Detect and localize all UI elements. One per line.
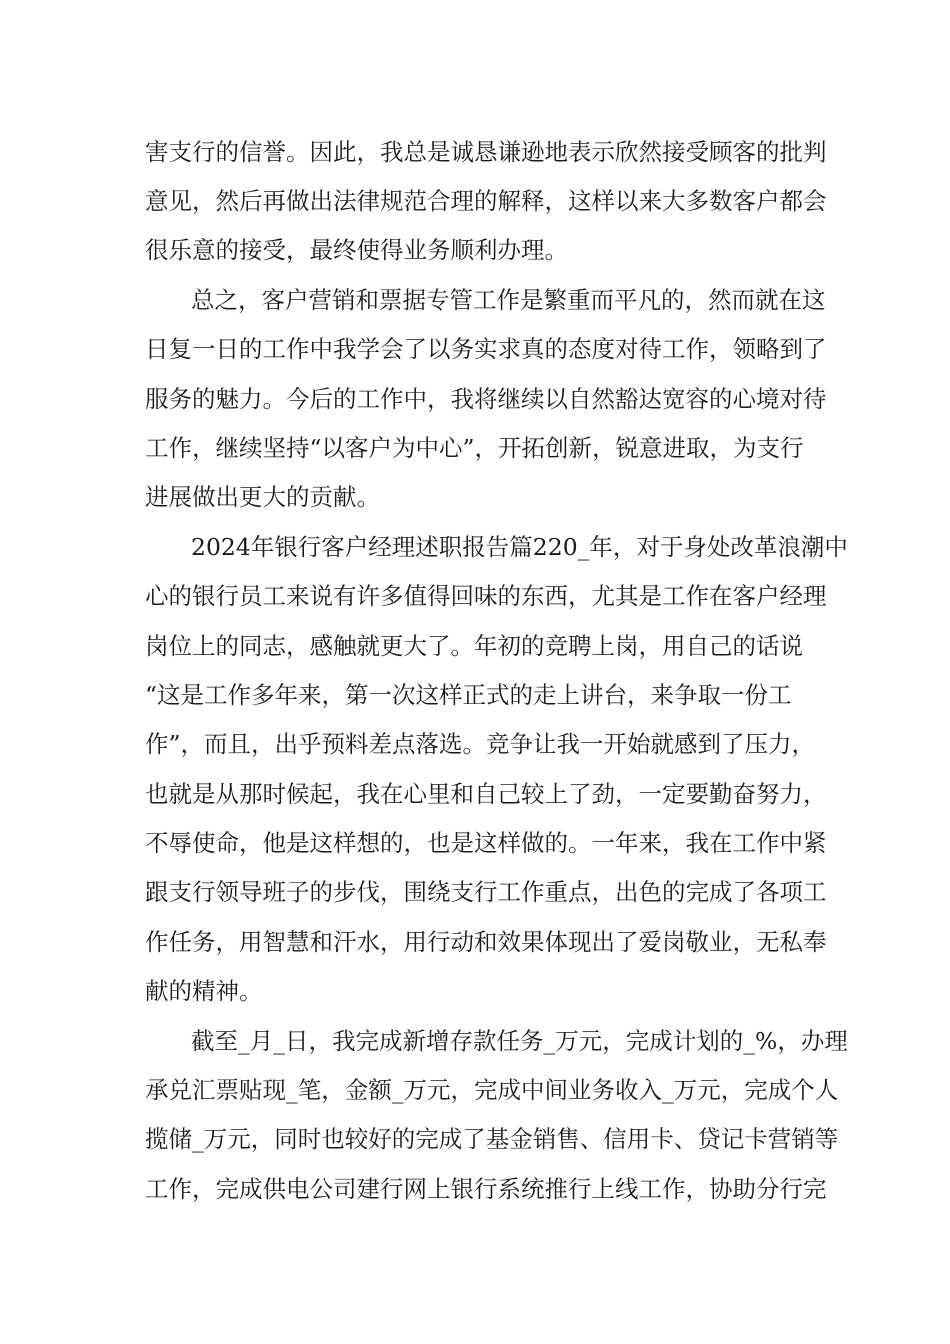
text-line-1: 害支行的信誉。因此，我总是诚恳谦逊地表示欣然接受顾客的批判 xyxy=(145,138,827,166)
text-line-15: 不辱使命，他是这样想的，也是这样做的。一年来，我在工作中紧 xyxy=(145,829,827,857)
text-line-19: 截至_月_日，我完成新增存款任务_万元，完成计划的_%，办理 xyxy=(191,1027,848,1055)
text-line-20: 承兑汇票贴现_笔，金额_万元，完成中间业务收入_万元，完成个人 xyxy=(145,1076,839,1104)
text-line-4: 总之，客户营销和票据专管工作是繁重而平凡的，然而就在这 xyxy=(191,286,826,314)
text-line-7: 工作，继续坚持“以客户为中心”，开拓创新，锐意进取，为支行 xyxy=(145,434,804,462)
text-line-12: “这是工作多年来，第一次这样正式的走上讲台，来争取一份工 xyxy=(145,681,792,709)
text-line-17: 作任务，用智慧和汗水，用行动和效果体现出了爱岗敬业，无私奉 xyxy=(145,928,827,956)
text-line-16: 跟支行领导班子的步伐，围绕支行工作重点，出色的完成了各项工 xyxy=(145,878,827,906)
text-line-21: 揽储_万元，同时也较好的完成了基金销售、信用卡、贷记卡营销等 xyxy=(145,1125,839,1153)
text-line-9: 2024年银行客户经理述职报告篇220_年，对于身处改革浪潮中 xyxy=(191,533,848,561)
text-line-18: 献的精神。 xyxy=(145,977,263,1005)
text-line-8: 进展做出更大的贡献。 xyxy=(145,483,380,511)
text-line-22: 工作，完成供电公司建行网上银行系统推行上线工作，协助分行完 xyxy=(145,1175,827,1203)
text-line-13: 作”，而且，出乎预料差点落选。竞争让我一开始就感到了压力， xyxy=(145,730,816,758)
text-line-14: 也就是从那时候起，我在心里和自己较上了劲，一定要勤奋努力， xyxy=(145,780,827,808)
text-line-3: 很乐意的接受，最终使得业务顺利办理。 xyxy=(145,236,568,264)
text-line-6: 服务的魅力。今后的工作中，我将继续以自然豁达宽容的心境对待 xyxy=(145,385,827,413)
text-line-2: 意见，然后再做出法律规范合理的解释，这样以来大多数客户都会 xyxy=(145,187,827,215)
text-line-5: 日复一日的工作中我学会了以务实求真的态度对待工作，领略到了 xyxy=(145,335,827,363)
text-line-10: 心的银行员工来说有许多值得回味的东西，尤其是工作在客户经理 xyxy=(145,582,827,610)
text-line-11: 岗位上的同志，感触就更大了。年初的竞聘上岗，用自己的话说 xyxy=(145,632,803,660)
